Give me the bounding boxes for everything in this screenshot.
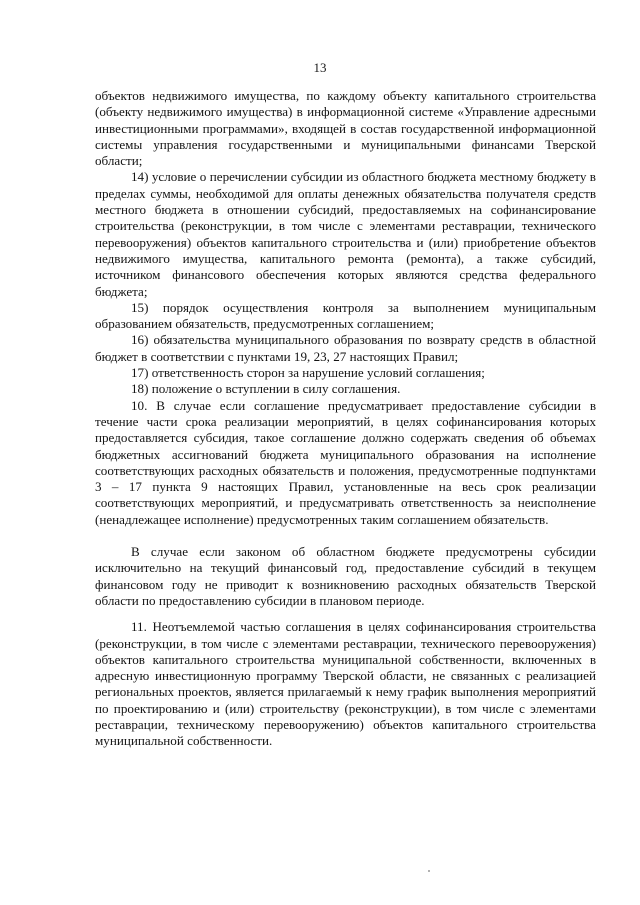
paragraph-item-15: 15) порядок осуществления контроля за выполнением муниципальным образованием обязательств, предусмотренных соглашением; [95,299,596,332]
document-body [95,88,596,750]
paragraph-clause-11: 11. Неотъемлемой частью соглашения в целях софинансирования строительства (реконструкции, в том числе с элементами реставрации, технического перевооружения) объектов капитального строительства муниципальной собственности, включенных в адресную инвестиционную программу Тверской области, не связанных с реализацией региональных проектов, является прилагаемый к нему график выполнения мероприятий по проектированию и (или) строительству (реконструкции), в том числе с элементами реставрации, техническому перевооружению) объектов капитального строительства муниципальной собственности. [95,619,596,749]
paragraph-item-18: 18) положение о вступлении в силу соглашения. [131,381,401,397]
paragraph-continuation: объектов недвижимого имущества, по каждому объекту капитального строительства (объекту недвижимого имущества) в информационной системе «Управление адресными инвестиционными программами», входящей в состав государственной информационной системы управления государственными и муниципальными финансами Тверской области; [95,88,596,169]
paragraph-item-16: 16) обязательства муниципального образования по возврату средств в областной бюджет в соответствии с пунктами 19, 23, 27 настоящих Правил; [95,332,596,364]
scan-speck [428,870,430,872]
paragraph-item-14: 14) условие о перечислении субсидии из областного бюджета местному бюджету в пределах суммы, необходимой для оплаты денежных обязательства получателя средств местного бюджета в отношении субсидий, предоставляемых на софинансирование строительства (реконструкции, в том числе с элементами реставрации, технического перевооружения) объектов капитального строительства и (или) приобретение объектов недвижимого имущества, капитального ремонта (ремонта), а также субсидий, источником финансового обеспечения которых являются средства федерального бюджета; [95,169,596,299]
paragraph-clause-10-note: В случае если законом об областном бюджете предусмотрены субсидии исключительно на текущий финансовый год, предоставление субсидий в текущем финансовом году не приводит к возникновению расходных обязательств Тверской области по предоставлению субсидии в плановом периоде. [95,544,596,608]
paragraph-clause-10: 10. В случае если соглашение предусматривает предоставление субсидии в течение части срока реализации мероприятий, в целях софинансирования которых предоставляется субсидия, такое соглашение должно содержать сведения об объемах бюджетных ассигнований бюджета муниципального образования на исполнение соответствующих расходных обязательств и положения, предусмотренные подпунктами 3 – 17 пункта 9 настоящих Правил, установленные на весь срок реализации соответствующих мероприятий, и предусматривать ответственность за неисполнение (ненадлежащее исполнение) предусмотренных таким соглашением обязательств. [95,397,596,527]
paragraph-item-17: 17) ответственность сторон за нарушение условий соглашения; [131,365,485,381]
page-number: 13 [313,60,327,75]
